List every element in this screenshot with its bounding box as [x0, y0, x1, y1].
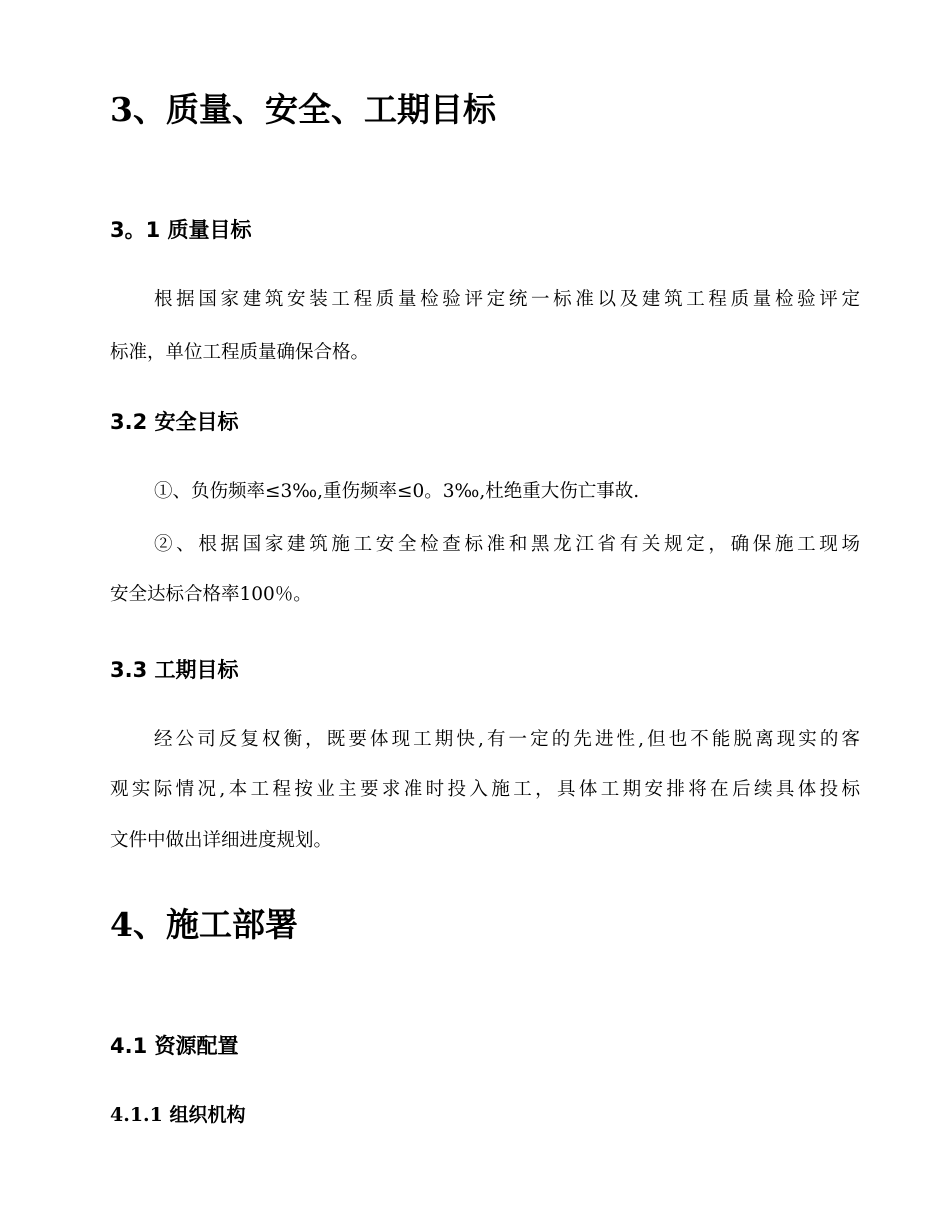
paragraph-line: 标准，单位工程质量确保合格。	[110, 342, 370, 363]
subsection-heading-3-3: 3.3 工期目标	[110, 658, 239, 682]
paragraph-line: 文件中做出详细进度规划。	[110, 830, 333, 851]
section-heading-4: 4、施工部署	[110, 905, 298, 944]
paragraph-line: 观实际情况,本工程按业主要求准时投入施工，具体工期安排将在后续具体投标	[110, 779, 860, 800]
subsection-heading-3-1: 3。1 质量目标	[110, 218, 252, 242]
section-heading-3: 3、质量、安全、工期目标	[110, 90, 496, 129]
paragraph-line: 根据国家建筑安装工程质量检验评定统一标准以及建筑工程质量检验评定	[154, 289, 860, 310]
paragraph-line: 经公司反复权衡，既要体现工期快,有一定的先进性,但也不能脱离现实的客	[154, 729, 860, 750]
subsection-heading-4-1: 4.1 资源配置	[110, 1034, 239, 1058]
subsubsection-heading-4-1-1: 4.1.1 组织机构	[110, 1104, 246, 1126]
subsection-heading-3-2: 3.2 安全目标	[110, 410, 239, 434]
paragraph-line: ②、根据国家建筑施工安全检查标准和黑龙江省有关规定，确保施工现场	[154, 534, 860, 555]
paragraph-line: ①、负伤频率≤3‰,重伤频率≤0。3‰,杜绝重大伤亡事故.	[154, 481, 640, 502]
paragraph-line: 安全达标合格率100％。	[110, 584, 312, 605]
